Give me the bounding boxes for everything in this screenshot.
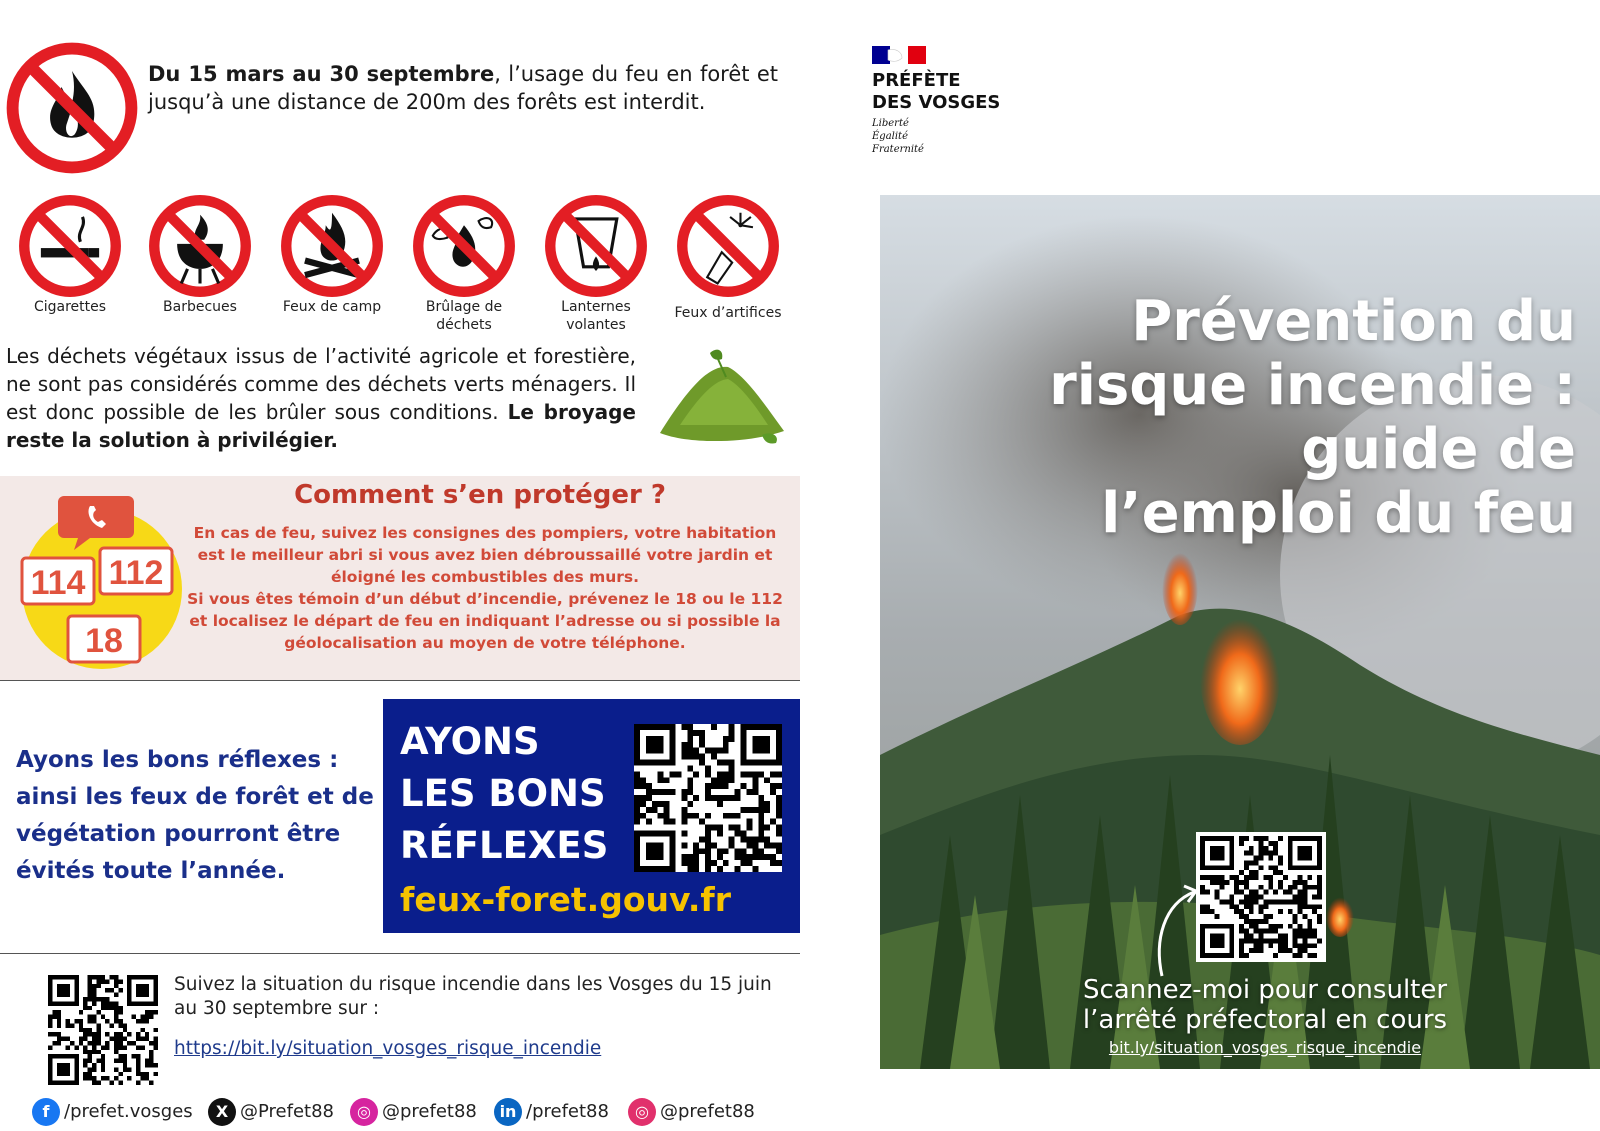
sign-label: Lanternes volantes: [561, 299, 631, 333]
sign-label: Feux d’artifices: [674, 305, 782, 321]
divider: [0, 680, 800, 681]
sign-label: Barbecues: [163, 299, 237, 315]
reflex-banner-title: AYONS LES BONS RÉFLEXES: [400, 720, 609, 867]
reflex-qr-code[interactable]: [634, 724, 782, 872]
no-fireworks-icon: [676, 194, 780, 298]
decree-link[interactable]: bit.ly/situation_vosges_risque_incendie: [1108, 1038, 1422, 1057]
reflex-url-link[interactable]: feux-foret.gouv.fr: [400, 880, 731, 919]
follow-text: Suivez la situation du risque incendie dans les Vosges du 15 juin au 30 septembre sur :: [174, 974, 772, 1019]
no-cigarette-icon: [18, 194, 122, 298]
social-handle: @Prefet88: [240, 1101, 334, 1122]
number-114: 114: [30, 564, 86, 602]
number-18: 18: [85, 622, 123, 660]
social-link[interactable]: [494, 1097, 609, 1127]
no-sky-lantern-icon: [544, 194, 648, 298]
social-handle: @prefet88: [382, 1101, 477, 1122]
linkedin-icon: in: [494, 1098, 522, 1126]
sign-label: Feux de camp: [282, 299, 382, 315]
reflex-text: Ayons les bons réflexes : ainsi les feux de forêt et de végétation pourront être évités toute l’année.: [16, 747, 374, 884]
social-handle: /prefet88: [526, 1101, 609, 1122]
social-link[interactable]: [628, 1097, 755, 1127]
no-fire-icon: [6, 42, 138, 174]
social-link[interactable]: [208, 1097, 334, 1127]
sign-label: Brûlage de déchets: [425, 299, 503, 333]
protection-title: Comment s’en protéger ?: [294, 480, 666, 510]
divider: [0, 953, 800, 954]
marianne-logo: [872, 46, 926, 64]
no-barbecue-icon: [148, 194, 252, 298]
social-handle: /prefet.vosges: [64, 1101, 193, 1122]
situation-link[interactable]: https://bit.ly/situation_vosges_risque_incendie: [174, 1038, 602, 1059]
sign-label: Cigarettes: [33, 299, 107, 315]
no-waste-burning-icon: [412, 194, 516, 298]
social-link[interactable]: [32, 1097, 193, 1127]
number-112: 112: [108, 554, 164, 592]
republic-motto: Liberté Égalité Fraternité: [872, 118, 924, 155]
x-icon: X: [208, 1098, 236, 1126]
scan-instruction: Scannez-moi pour consulter l’arrêté préfectoral en cours: [1082, 975, 1448, 1035]
poster-title: Prévention du risque incendie : guide de l’emploi du feu: [1049, 289, 1576, 546]
protection-paragraph-1: En cas de feu, suivez les consignes des pompiers, votre habitation est le meilleur abri si vous avez bien débroussaillé votre jardin et éloigné les combustibles des murs.: [193, 524, 777, 586]
protection-text: [180, 522, 790, 654]
protection-paragraph-2: Si vous êtes témoin d’un début d’incendie, prévenez le 18 ou le 112 et localisez le départ de feu en indiquant l’adresse ou si possible la géolocalisation au moyen de votre téléphone.: [187, 590, 783, 652]
instagram-icon: ◎: [350, 1098, 378, 1126]
prefecture-name: PRÉFÈTE DES VOSGES: [872, 70, 1001, 113]
situation-qr-code[interactable]: [48, 975, 158, 1085]
curved-arrow-icon: [1150, 880, 1200, 980]
no-campfire-icon: [280, 194, 384, 298]
emergency-numbers-icon: [16, 494, 184, 674]
decree-qr-code[interactable]: [1196, 832, 1326, 962]
social-link[interactable]: [350, 1097, 477, 1127]
social-handle: @prefet88: [660, 1101, 755, 1122]
facebook-icon: f: [32, 1098, 60, 1126]
instagram-icon: ◎: [628, 1098, 656, 1126]
mulch-pile-icon: [650, 345, 790, 455]
fire-ban-text: Du 15 mars au 30 septembre, l’usage du feu en forêt et jusqu’à une distance de 200m des forêts est interdit.: [148, 62, 778, 114]
green-waste-text: Les déchets végétaux issus de l’activité agricole et forestière, ne sont pas considérés comme des déchets verts ménagers. Il est donc possible de les brûler sous conditions. Le broyage reste la solution à privilégier.: [6, 344, 637, 452]
